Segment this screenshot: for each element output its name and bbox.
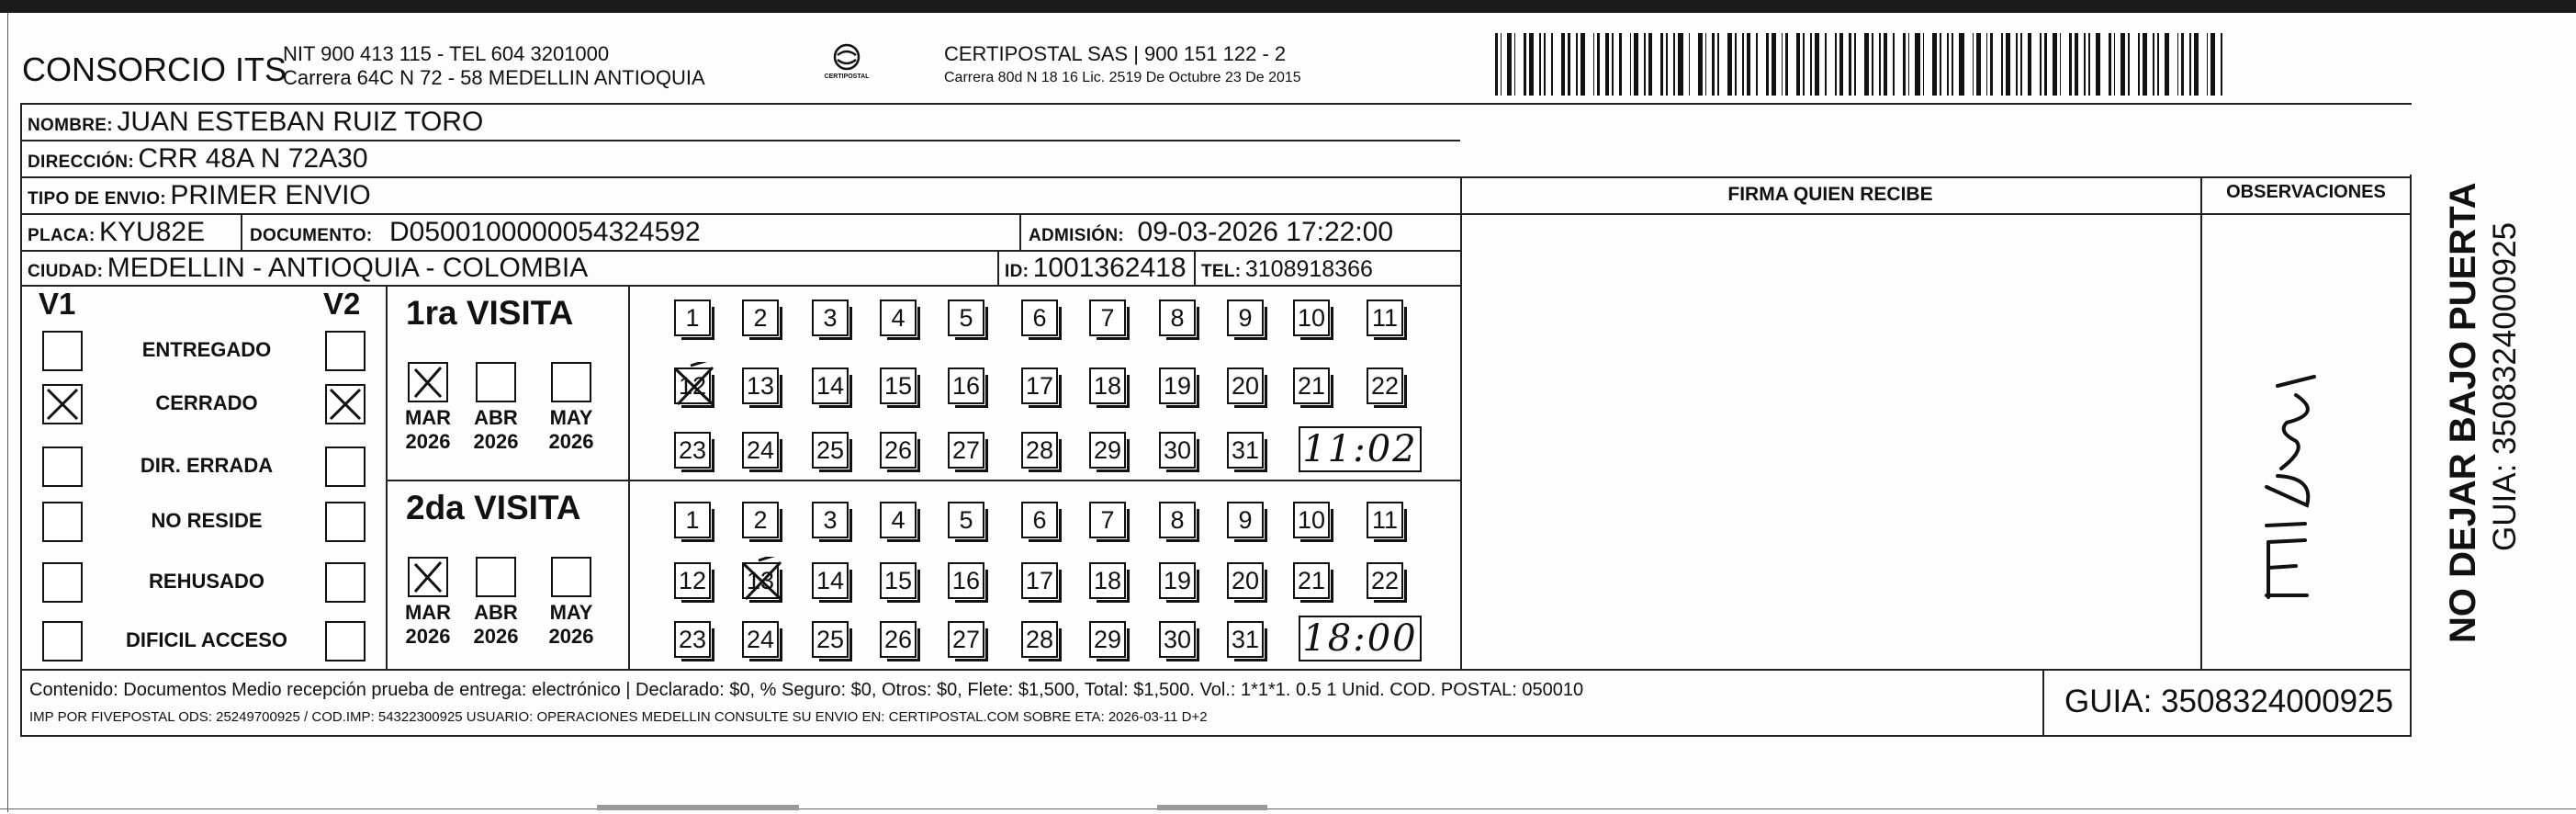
visit1-month-checkbox-may[interactable] [551,362,591,402]
visit1-day-27[interactable]: 27 [948,432,984,469]
barcode-bar [2128,33,2131,96]
ciudad-label: CIUDAD: [28,262,104,281]
visit2-month-label [399,601,457,649]
visit2-day-6[interactable]: 6 [1021,502,1058,538]
documento-field [250,217,701,248]
barcode-bar [2153,33,2154,96]
no-dejar-bajo-puerta: NO DEJAR BAJO PUERTA [2443,182,2483,643]
barcode-bar [2189,33,2191,96]
barcode-bar [1551,33,1553,96]
visit1-day-12[interactable]: 12 [674,367,711,404]
barcode-bar [1825,33,1828,96]
visit2-day-24[interactable]: 24 [742,621,779,658]
visit1-day-5[interactable]: 5 [948,300,984,336]
barcode-bar [2181,33,2184,96]
visit1-month-label [399,406,457,454]
barcode-bar [2210,33,2214,96]
barcode-bar [1986,33,1988,96]
visit1-day-14[interactable]: 14 [812,367,849,404]
status-label: NO RESIDE [151,509,263,532]
barcode-bar [1864,33,1869,96]
barcode-bar [1648,33,1652,96]
visit2-day-26[interactable]: 26 [880,621,917,658]
barcode-bar [2088,33,2090,96]
barcode-bar [1839,33,1843,96]
barcode-bar [2060,33,2062,96]
barcode-bar [1605,33,1609,96]
visit1-day-9[interactable]: 9 [1227,300,1264,336]
visit2-day-3[interactable]: 3 [812,502,849,538]
month-name: ABR [474,601,518,624]
visit2-day-4[interactable]: 4 [880,502,917,538]
footer-print-info: IMP POR FIVEPOSTAL ODS: 25249700925 / COD.IMP: 54322300925 USUARIO: OPERACIONES MEDELLIN CONSULTE SU ENVIO EN: CERTIPOSTAL.COM SOBRE ETA: 2026-03-11 D+2 [29,709,1208,725]
visit2-day-1[interactable]: 1 [674,502,711,538]
barcode-bar [2207,33,2209,96]
month-year: 2026 [473,430,519,453]
visit1-day-4[interactable]: 4 [880,300,917,336]
visit2-month-checkbox-abr[interactable] [476,557,516,597]
barcode-bar [2020,33,2022,96]
visit1-month-label [467,406,525,454]
carrier-info: CERTIPOSTAL SAS | 900 151 122 - 2 [944,42,1287,65]
status-label: CERRADO [155,391,258,414]
visit1-day-31[interactable]: 31 [1227,432,1264,469]
direccion-label: DIRECCIÓN: [28,153,134,172]
visit1-day-13[interactable]: 13 [742,367,779,404]
barcode-bar [1678,33,1682,96]
barcode-bar [1495,33,1498,96]
visit1-day-29[interactable]: 29 [1089,432,1126,469]
barcode-bar [1580,33,1585,96]
visit1-day-28[interactable]: 28 [1021,432,1058,469]
status-label: ENTREGADO [141,338,272,361]
visit2-day-10[interactable]: 10 [1293,502,1330,538]
month-name: MAR [404,406,452,429]
visit2-title: 2da VISITA [406,489,581,526]
visit1-day-3[interactable]: 3 [812,300,849,336]
barcode-bar [1514,33,1516,96]
barcode-bar [1630,33,1632,96]
barcode-bar [1705,33,1707,96]
barcode-bar [1593,33,1595,96]
tipo-label: TIPO DE ENVIO: [28,189,166,209]
v1-header: V1 [39,287,76,321]
barcode-bar [1810,33,1812,96]
barcode-bar [1849,33,1851,96]
visit2-day-9[interactable]: 9 [1227,502,1264,538]
visit1-day-15[interactable]: 15 [880,367,917,404]
nombre-value: JUAN ESTEBAN RUIZ TORO [117,107,484,137]
visit2-handwritten-time: 18:00 [1299,616,1422,661]
visit2-day-7[interactable]: 7 [1089,502,1126,538]
barcode-bar [1893,33,1895,96]
visit1-day-1[interactable]: 1 [674,300,711,336]
visit2-month-label [542,601,601,649]
barcode-bar [2016,33,2019,96]
v1-checkbox-rehusado[interactable] [42,562,83,603]
scan-bottom-marks [597,805,799,810]
documento-label: DOCUMENTO: [250,226,373,245]
nombre-label: NOMBRE: [28,116,113,135]
visit1-day-7[interactable]: 7 [1089,300,1126,336]
visit1-month-label [542,406,601,454]
barcode-bar [1568,33,1570,96]
admision-label: ADMISIÓN: [1029,226,1125,245]
barcode-bar [1923,33,1925,96]
visit1-day-16[interactable]: 16 [948,367,984,404]
visit1-month-checkbox-abr[interactable] [476,362,516,402]
visit2-day-20[interactable]: 20 [1227,562,1264,599]
visit1-day-20[interactable]: 20 [1227,367,1264,404]
visit2-day-15[interactable]: 15 [880,562,917,599]
barcode-bar [1952,33,1954,96]
visit1-day-11[interactable]: 11 [1367,300,1403,336]
barcode-bar [2138,33,2140,96]
visit1-day-26[interactable]: 26 [880,432,917,469]
barcode-bar [1959,33,1963,96]
status-label: REHUSADO [149,570,264,593]
barcode-bar [1903,33,1906,96]
barcode-bar [1976,33,1980,96]
barcode-bar [1561,33,1565,96]
visit2-day-11[interactable]: 11 [1367,502,1403,538]
barcode-bar [2157,33,2160,96]
placa-label: PLACA: [28,226,96,245]
barcode-bar [1854,33,1856,96]
visit1-day-22[interactable]: 22 [1367,367,1403,404]
visit2-day-21[interactable]: 21 [1293,562,1330,599]
visit1-day-19[interactable]: 19 [1159,367,1196,404]
handwritten-signature [2241,358,2351,606]
visit1-day-21[interactable]: 21 [1293,367,1330,404]
barcode-bar [2109,33,2111,96]
company-name: CONSORCIO ITS [22,51,287,88]
barcode-bar [1742,33,1744,96]
visit2-day-2[interactable]: 2 [742,502,779,538]
barcode-bar [1872,33,1873,96]
barcode-bar [1815,33,1819,96]
v1-checkbox-no-reside[interactable] [42,502,83,542]
visit1-day-6[interactable]: 6 [1021,300,1058,336]
barcode-bar [1717,33,1719,96]
barcode-bar [1772,33,1776,96]
barcode-bar [1782,33,1783,96]
visit2-day-12[interactable]: 12 [674,562,711,599]
ciudad-value: MEDELLIN - ANTIOQUIA - COLOMBIA [107,253,589,283]
visit1-day-25[interactable]: 25 [812,432,849,469]
v1-checkbox-dir-errada[interactable] [42,447,83,487]
barcode-bar [2221,33,2223,96]
barcode-bar [2075,33,2078,96]
company-address: Carrera 64C N 72 - 58 MEDELLIN ANTIOQUIA [283,66,705,89]
tel-label: TEL: [1201,262,1242,281]
documento-value: D0500100000054324592 [389,217,701,247]
barcode-bar [1660,33,1663,96]
v1-checkbox-dificil-acceso[interactable] [42,621,83,661]
v1-checkbox-entregado[interactable] [42,331,83,371]
v2-checkbox-dificil-acceso[interactable] [325,621,366,661]
barcode-bar [1835,33,1837,96]
visit2-day-5[interactable]: 5 [948,502,984,538]
barcode-bar [2053,33,2057,96]
v2-checkbox-cerrado[interactable] [325,384,366,424]
barcode-bar [1712,33,1715,96]
barcode-bar [1940,33,1942,96]
scan-top-edge [0,0,2576,13]
tipo-value: PRIMER ENVIO [170,180,371,210]
v2-checkbox-entregado[interactable] [325,331,366,371]
barcode-bar [1539,33,1541,96]
visit2-day-18[interactable]: 18 [1089,562,1126,599]
visit1-month-checkbox-mar[interactable] [408,362,448,402]
barcode-bar [2143,33,2147,96]
visit1-day-8[interactable]: 8 [1159,300,1196,336]
barcode-bar [1576,33,1578,96]
side-guia: GUIA: 3508324000925 [2487,221,2523,551]
id-value: 1001362418 [1032,253,1187,283]
barcode-bar [2165,33,2168,96]
barcode-bar [1597,33,1600,96]
barcode-bar [1689,33,1691,96]
barcode-bar [1756,33,1758,96]
month-name: MAY [549,601,593,624]
carrier-address: Carrera 80d N 18 16 Lic. 2519 De Octubre 23 De 2015 [944,70,1301,85]
barcode-bar [2194,33,2199,96]
barcode-bar [1644,33,1646,96]
barcode-bar [2084,33,2086,96]
status-label: DIFICIL ACCESO [125,628,287,651]
month-year: 2026 [548,430,594,453]
id-field [1005,253,1187,284]
barcode-bar [2114,33,2116,96]
month-year: 2026 [405,625,451,648]
month-name: MAR [404,601,452,624]
barcode-bar [1879,33,1882,96]
visit2-day-14[interactable]: 14 [812,562,849,599]
visit1-day-23[interactable]: 23 [674,432,711,469]
v2-checkbox-dir-errada[interactable] [325,447,366,487]
barcode-bar [1803,33,1805,96]
barcode-bar [1735,33,1738,96]
barcode-bar [1612,33,1614,96]
barcode-bar [1673,33,1676,96]
v1-checkbox-cerrado[interactable] [42,384,83,424]
status-label: DIR. ERRADA [140,454,274,477]
barcode-bar [2120,33,2124,96]
month-year: 2026 [473,625,519,648]
placa-value: KYU82E [99,217,206,247]
visit1-day-2[interactable]: 2 [742,300,779,336]
barcode-bar [1507,33,1511,96]
v2-checkbox-rehusado[interactable] [325,562,366,603]
month-name: ABR [474,406,518,429]
tipo-field [28,180,371,211]
barcode-bar [1766,33,1769,96]
nombre-field [28,107,483,138]
admision-field [1029,217,1393,248]
barcode-bar [1990,33,1993,96]
guia-box: GUIA: 3508324000925 [2064,684,2394,719]
barcode-bar [1634,33,1638,96]
visit2-month-checkbox-mar[interactable] [408,557,448,597]
visit1-day-17[interactable]: 17 [1021,367,1058,404]
v2-checkbox-no-reside[interactable] [325,502,366,542]
barcode-bar [1666,33,1668,96]
id-label: ID: [1005,262,1029,281]
visit2-day-17[interactable]: 17 [1021,562,1058,599]
visit1-title: 1ra VISITA [406,294,574,332]
month-year: 2026 [548,625,594,648]
visit2-day-28[interactable]: 28 [1021,621,1058,658]
barcode-bar [2177,33,2179,96]
observaciones-header: OBSERVACIONES [2226,182,2386,202]
visit2-day-29[interactable]: 29 [1089,621,1126,658]
visit2-day-8[interactable]: 8 [1159,502,1196,538]
visit1-day-10[interactable]: 10 [1293,300,1330,336]
barcode-bar [1932,33,1936,96]
barcode-bar [1529,33,1534,96]
barcode-bar [1796,33,1800,96]
barcode-bar [1973,33,1974,96]
v2-header: V2 [323,287,361,321]
visit2-day-16[interactable]: 16 [948,562,984,599]
visit2-month-checkbox-may[interactable] [551,557,591,597]
logo-text: CERTIPOSTAL [824,73,870,80]
visit2-day-19[interactable]: 19 [1159,562,1196,599]
placa-field [28,217,205,248]
admision-value: 09-03-2026 17:22:00 [1137,217,1394,247]
direccion-field [28,143,368,175]
barcode-bar [1524,33,1526,96]
barcode-bar [2069,33,2072,96]
barcode-bar [1619,33,1622,96]
barcode-bar [2040,33,2042,96]
visit2-day-30[interactable]: 30 [1159,621,1196,658]
visit1-day-18[interactable]: 18 [1089,367,1126,404]
barcode-bar [1908,33,1910,96]
tel-value: 3108918366 [1244,256,1373,282]
visit2-month-label [467,601,525,649]
barcode-bar [1785,33,1788,96]
month-year: 2026 [405,430,451,453]
barcode-bar [2006,33,2010,96]
month-name: MAY [549,406,593,429]
scan-bottom-marks [1157,805,1267,810]
barcode-bar [1915,33,1919,96]
visit1-handwritten-time: 11:02 [1299,426,1422,472]
direccion-value: CRR 48A N 72A30 [138,143,368,174]
barcode-bar [2028,33,2031,96]
barcode-bar [1947,33,1949,96]
visit2-day-27[interactable]: 27 [948,621,984,658]
day-cross-mark [672,362,718,414]
barcode-bar [2096,33,2100,96]
visit2-day-23[interactable]: 23 [674,621,711,658]
barcode-bar [1544,33,1547,96]
tel-field [1201,256,1373,283]
barcode-bar [1698,33,1702,96]
barcode-bar [2044,33,2047,96]
barcode-bar [1884,33,1887,96]
visit2-day-31[interactable]: 31 [1227,621,1264,658]
certipostal-logo [825,40,869,86]
visit2-day-25[interactable]: 25 [812,621,849,658]
company-nit: NIT 900 413 115 - TEL 604 3201000 [283,42,610,65]
visit2-day-22[interactable]: 22 [1367,562,1403,599]
visit1-day-24[interactable]: 24 [742,432,779,469]
day-cross-mark [740,557,786,609]
barcode-bar [1501,33,1502,96]
visit1-day-30[interactable]: 30 [1159,432,1196,469]
visit2-day-13[interactable]: 13 [742,562,779,599]
barcode-bar [1747,33,1750,96]
barcode [1495,33,2225,96]
barcode-bar [2001,33,2003,96]
firma-header: FIRMA QUIEN RECIBE [1727,184,1933,205]
barcode-bar [1727,33,1732,96]
footer-content: Contenido: Documentos Medio recepción prueba de entrega: electrónico | Declarado: $0, % Seguro: $0, Otros: $0, Flete: $1,500, Total: $1,500. Vol.: 1*1*1. 0.5 1 Unid. COD. POSTAL: 050010 [29,680,1584,700]
ciudad-field [28,253,588,284]
